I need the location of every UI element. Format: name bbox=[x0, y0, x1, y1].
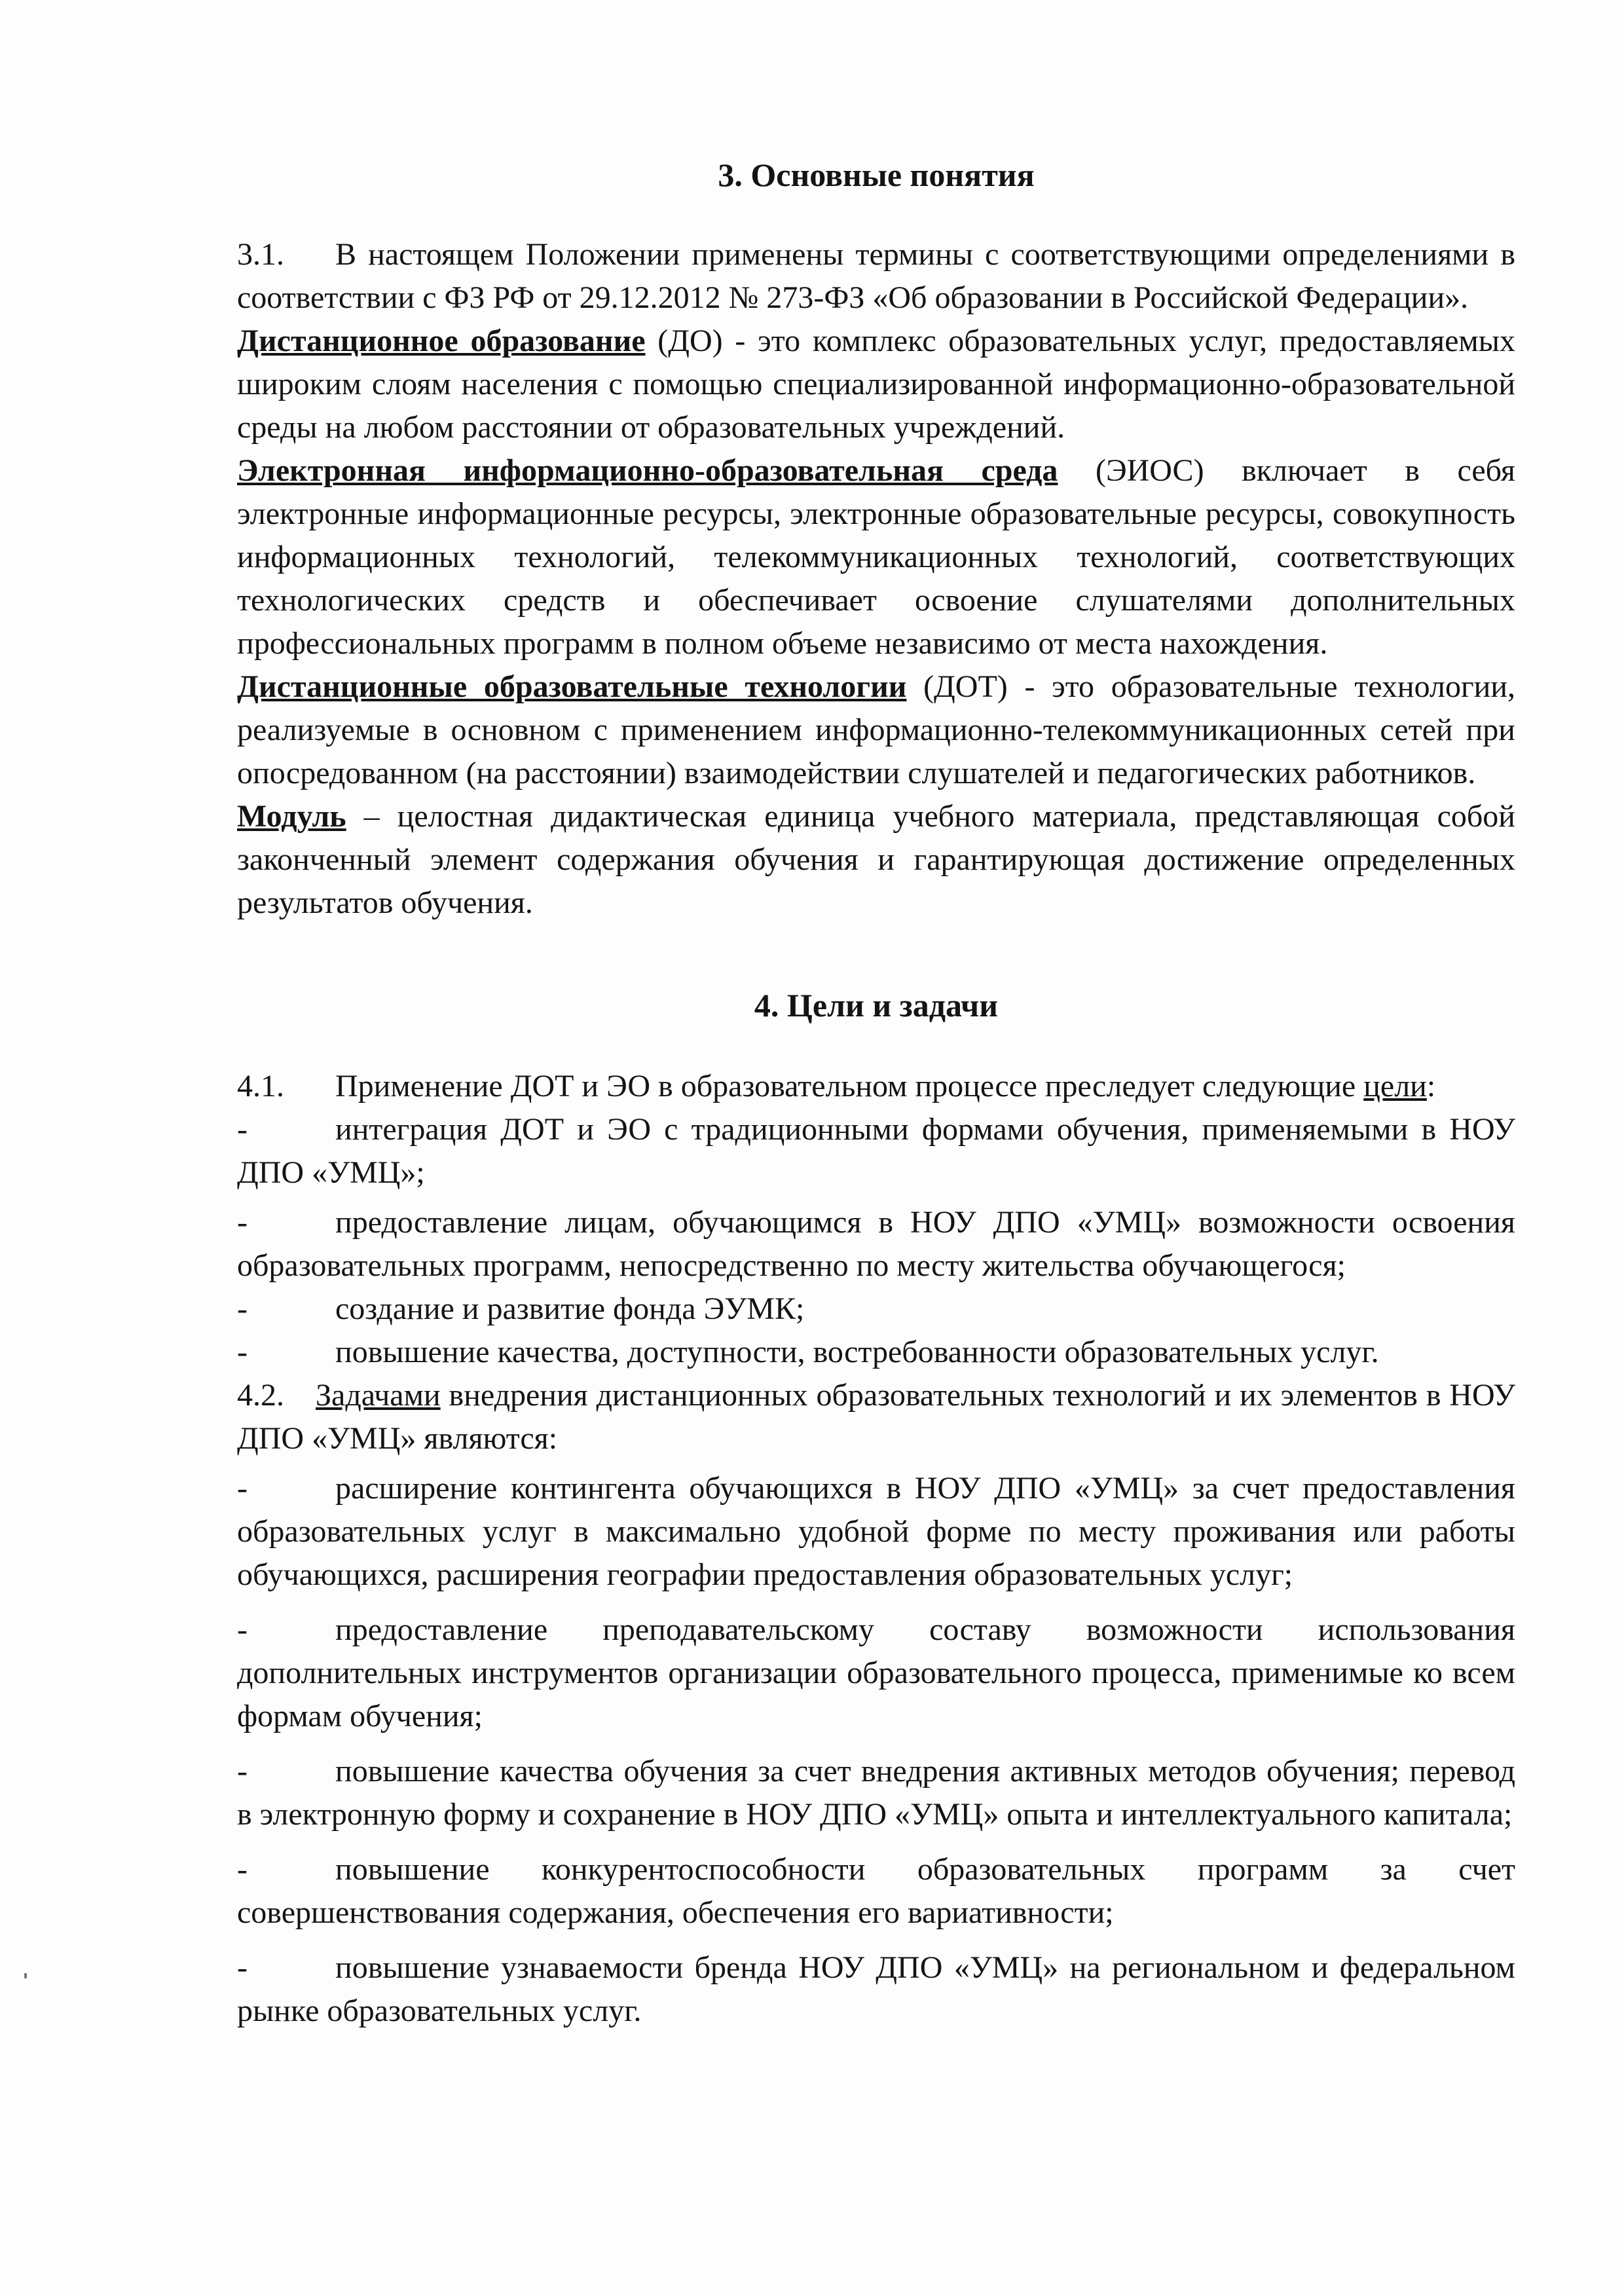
dash-marker: - bbox=[237, 1852, 248, 1887]
term-module: Модуль bbox=[237, 799, 346, 834]
paragraph-3-1 bbox=[237, 233, 1515, 320]
goal-text: интеграция ДОТ и ЭО с традиционными формами обучения, применяемыми в НОУ ДПО «УМЦ»; bbox=[237, 1112, 1515, 1190]
dash-marker: - bbox=[237, 1612, 248, 1647]
definition-dot-text: (ДОТ) - это образовательные технологии, реализуемые в основном с применением информационно-телекоммуникационных сетей при опосредованном (на расстоянии) взаимодействии слушателей и педагогических работников. bbox=[237, 669, 1516, 790]
tasks-word: Задачами bbox=[316, 1378, 441, 1413]
term-distance-education: Дистанционное образование bbox=[237, 324, 646, 358]
task-item bbox=[237, 1848, 1515, 1935]
definition-distance-education-text: (ДО) - это комплекс образовательных услуг, предоставляемых широким слоям населения с помощью специализированной информационно-образовательной среды на любом расстоянии от образовательных учреждений. bbox=[237, 324, 1515, 445]
dash-marker: - bbox=[237, 1205, 248, 1240]
dash-marker: - bbox=[237, 1471, 248, 1506]
goal-text: предоставление лицам, обучающимся в НОУ ДПО «УМЦ» возможности освоения образовательных программ, непосредственно по месту жительства обучающегося; bbox=[237, 1205, 1515, 1283]
paragraph-4-2 bbox=[237, 1374, 1515, 1460]
task-item bbox=[237, 1750, 1515, 1836]
goals-word: цели bbox=[1363, 1069, 1427, 1103]
paragraph-4-2-text: внедрения дистанционных образовательных технологий и их элементов в НОУ ДПО «УМЦ» являются: bbox=[237, 1378, 1515, 1456]
task-text: предоставление преподавательскому составу возможности использования дополнительных инструментов организации образовательного процесса, применимые ко всем формам обучения; bbox=[237, 1612, 1515, 1733]
definition-eios bbox=[237, 449, 1515, 665]
paragraph-3-1-text: В настоящем Положении применены термины с соответствующими определениями в соответствии с ФЗ РФ от 29.12.2012 № 273-ФЗ «Об образовании в Российской Федерации». bbox=[237, 237, 1515, 315]
task-text: повышение качества обучения за счет внедрения активных методов обучения; перевод в электронную форму и сохранение в НОУ ДПО «УМЦ» опыта и интеллектуального капитала; bbox=[237, 1754, 1515, 1832]
paragraph-4-2-number: 4.2. bbox=[237, 1378, 284, 1413]
paragraph-4-1-number: 4.1. bbox=[237, 1069, 284, 1103]
paragraph-4-1-text: Применение ДОТ и ЭО в образовательном процессе преследует следующие bbox=[335, 1069, 1364, 1103]
goal-text: повышение качества, доступности, востребованности образовательных услуг. bbox=[335, 1335, 1379, 1369]
goal-item bbox=[237, 1108, 1515, 1194]
goal-item bbox=[237, 1201, 1515, 1287]
task-item bbox=[237, 1608, 1515, 1738]
definition-dot bbox=[237, 665, 1515, 795]
document-body bbox=[237, 145, 1515, 2033]
task-text: повышение конкурентоспособности образовательных программ за счет совершенствования содержания, обеспечения его вариативности; bbox=[237, 1852, 1515, 1930]
dash-marker: - bbox=[237, 1950, 248, 1985]
goals-colon: : bbox=[1426, 1069, 1436, 1103]
paragraph-4-1 bbox=[237, 1065, 1515, 1108]
section-4-title: 4. Цели и задачи bbox=[754, 987, 999, 1024]
dash-marker: - bbox=[237, 1754, 248, 1788]
paragraph-3-1-number: 3.1. bbox=[237, 237, 284, 272]
task-text: повышение узнаваемости бренда НОУ ДПО «УМЦ» на региональном и федеральном рынке образовательных услуг. bbox=[237, 1950, 1515, 2028]
task-item bbox=[237, 1946, 1515, 2033]
definition-eios-text: (ЭИОС) включает в себя электронные информационные ресурсы, электронные образовательные ресурсы, совокупность информационных технологий, телекоммуникационных технологий, соответствующих технологических средств и обеспечивает освоение слушателями дополнительных профессиональных программ в полном объеме независимо от места нахождения. bbox=[237, 453, 1515, 661]
task-text: расширение контингента обучающихся в НОУ ДПО «УМЦ» за счет предоставления образовательных услуг в максимально удобной форме по месту проживания или работы обучающихся, расширения географии предоставления образовательных услуг; bbox=[237, 1471, 1515, 1592]
dash-marker: - bbox=[237, 1335, 248, 1369]
definition-module-text: – целостная дидактическая единица учебного материала, представляющая собой законченный элемент содержания обучения и гарантирующая достижение определенных результатов обучения. bbox=[237, 799, 1515, 920]
dash-marker: - bbox=[237, 1112, 248, 1147]
dash-marker: - bbox=[237, 1291, 248, 1326]
term-eios: Электронная информационно-образовательная среда bbox=[237, 453, 1058, 488]
goal-item bbox=[237, 1331, 1515, 1374]
definition-distance-education bbox=[237, 320, 1515, 449]
definition-module bbox=[237, 795, 1515, 925]
scan-speck bbox=[24, 1973, 27, 1978]
goal-text: создание и развитие фонда ЭУМК; bbox=[335, 1291, 805, 1326]
term-dot: Дистанционные образовательные технологии bbox=[237, 669, 907, 704]
task-item bbox=[237, 1467, 1515, 1597]
section-3-title: 3. Основные понятия bbox=[718, 157, 1035, 193]
goal-item bbox=[237, 1287, 1515, 1331]
